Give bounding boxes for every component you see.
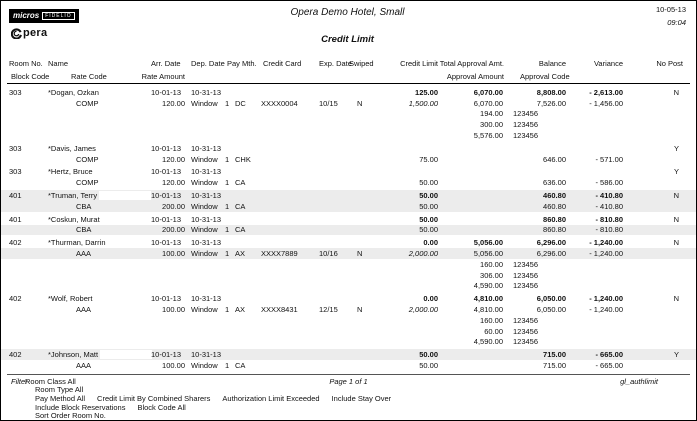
- approval-detail-line: [1, 326, 696, 337]
- header-rule: [7, 83, 690, 84]
- cell-combo: 123456: [513, 131, 539, 141]
- guest-record: [1, 237, 696, 291]
- approval-detail-line: [1, 259, 696, 270]
- guest-line: [1, 293, 696, 304]
- cell-combo: 6,050.00: [536, 305, 566, 315]
- approval-detail-line: [1, 119, 696, 130]
- cell-aa: 5,576.00: [473, 131, 503, 141]
- cell-d2: Window: [191, 305, 218, 315]
- guest-record: [1, 349, 696, 371]
- cell-d1: 10-01-13: [151, 167, 182, 177]
- cell-aa: 4,810.00: [473, 305, 503, 315]
- guest-line: [1, 143, 696, 154]
- cell-d1: 10-01-13: [151, 87, 182, 97]
- cell-pay: DC: [235, 98, 246, 108]
- cell-exp: 10/15: [319, 98, 338, 108]
- cell-d1: 10-01-13: [151, 350, 182, 360]
- col-credit-card: Credit Card: [263, 59, 302, 68]
- cell-d2: Window: [191, 154, 218, 164]
- cell-combo: 860.80: [543, 214, 566, 224]
- col-balance: Balance: [538, 59, 566, 68]
- cell-d2: 10-31-13: [191, 143, 222, 153]
- cell-combo: 123456: [513, 315, 539, 325]
- approval-detail-line: [1, 337, 696, 348]
- cell-vr: - 1,456.00: [589, 98, 623, 108]
- cell-d2: Window: [191, 361, 218, 371]
- cell-d1: 10-01-13: [151, 238, 182, 248]
- guest-line: [1, 190, 696, 201]
- guest-record: [1, 190, 696, 212]
- cell-combo: 8,808.00: [536, 87, 566, 97]
- guest-record: [1, 293, 696, 347]
- cell-d1: 200.00: [162, 201, 185, 211]
- cell-aa: 4,590.00: [473, 281, 503, 291]
- col-rate-code: Rate Code: [71, 72, 107, 81]
- cell-name: CBA: [76, 201, 92, 211]
- cell-vr: - 1,240.00: [589, 249, 623, 259]
- cell-d1: 10-01-13: [151, 294, 182, 304]
- approval-detail-line: [1, 130, 696, 141]
- cell-name: *Johnson, Matt: [46, 350, 149, 360]
- cell-room: 303: [9, 143, 22, 153]
- cell-d2: 10-31-13: [191, 294, 222, 304]
- cell-n1: 1: [225, 361, 230, 371]
- col-swiped: Swiped: [349, 59, 374, 68]
- guest-line: [1, 349, 696, 360]
- cell-vr: - 410.80: [595, 201, 623, 211]
- cell-d2: 10-31-13: [191, 191, 222, 201]
- cell-pay: CHK: [235, 154, 251, 164]
- cell-combo: 123456: [513, 337, 539, 347]
- cell-combo: 6,050.00: [536, 294, 566, 304]
- cell-combo: 123456: [513, 270, 539, 280]
- header-row-1: [1, 55, 696, 68]
- cell-d1: 100.00: [162, 305, 185, 315]
- col-variance: Variance: [593, 59, 623, 68]
- filter-include-block: Include Block Reservations: [35, 402, 126, 412]
- rate-line: [1, 225, 696, 236]
- cell-np: N: [673, 294, 679, 304]
- cell-aa: 60.00: [484, 326, 503, 336]
- cell-d2: Window: [191, 225, 218, 235]
- cell-name: *Coskun, Murat: [48, 214, 100, 224]
- cell-cl: 50.00: [419, 361, 438, 371]
- cell-np: N: [673, 87, 679, 97]
- filter-pay-method: Pay Method All: [35, 393, 86, 403]
- table-header: [1, 55, 696, 84]
- filter-combined-sharers: Credit Limit By Combined Sharers: [97, 393, 211, 403]
- cell-d1: 200.00: [162, 225, 185, 235]
- opera-logo-text: pera: [23, 27, 48, 39]
- footer-line-4: [1, 403, 696, 412]
- footer-line-2: [1, 386, 696, 395]
- opera-swirl-icon: [11, 28, 22, 39]
- approval-detail-line: [1, 270, 696, 281]
- cell-combo: 123456: [513, 326, 539, 336]
- cell-d2: Window: [191, 98, 218, 108]
- cell-combo: 7,526.00: [536, 98, 566, 108]
- cell-combo: 123456: [513, 120, 539, 130]
- report-title: Credit Limit: [321, 34, 374, 45]
- report-footer: [1, 377, 696, 420]
- cell-aa: 4,810.00: [473, 294, 503, 304]
- col-arr-date: Arr. Date: [151, 59, 181, 68]
- rate-line: [1, 98, 696, 109]
- cell-cl: 50.00: [419, 225, 438, 235]
- col-exp-date: Exp. Date: [319, 59, 352, 68]
- filter-sort-order: Sort Order Room No.: [35, 411, 106, 421]
- cell-vr: - 665.00: [595, 361, 623, 371]
- report-date: 10-05-13: [655, 5, 686, 14]
- cell-room: 401: [9, 191, 22, 201]
- title-block: [159, 5, 536, 49]
- cell-d1: 100.00: [162, 361, 185, 371]
- footer-line-3: [1, 394, 696, 403]
- rate-line: [1, 154, 696, 165]
- cell-card: XXXX7889: [261, 249, 298, 259]
- col-block-code: Block Code: [11, 72, 50, 81]
- cell-d2: 10-31-13: [191, 350, 222, 360]
- cell-aa: 306.00: [480, 270, 503, 280]
- cell-combo: 715.00: [543, 350, 566, 360]
- footer-separator: [7, 374, 690, 375]
- cell-name: *Hertz, Bruce: [48, 167, 93, 177]
- cell-pay: CA: [235, 361, 246, 371]
- cell-d2: 10-31-13: [191, 87, 222, 97]
- cell-pay: AX: [235, 249, 246, 259]
- cell-n1: 1: [225, 178, 230, 188]
- cell-d1: 10-01-13: [151, 191, 182, 201]
- cell-sw: N: [357, 249, 363, 259]
- redaction-mask: [99, 191, 151, 200]
- col-approval-amount: Approval Amount: [446, 72, 504, 81]
- cell-np: Y: [673, 350, 679, 360]
- filter-stay-over: Include Stay Over: [331, 393, 392, 403]
- cell-aa: 300.00: [480, 120, 503, 130]
- cell-name: AAA: [76, 249, 92, 259]
- cell-name: COMP: [76, 154, 99, 164]
- cell-d2: 10-31-13: [191, 214, 222, 224]
- guest-line: [1, 237, 696, 248]
- hotel-name: Opera Demo Hotel, Small: [290, 7, 405, 18]
- filter-block-code: Block Code All: [137, 402, 186, 412]
- cell-sw: N: [357, 305, 363, 315]
- cell-d2: 10-31-13: [191, 238, 222, 248]
- cell-pay: CA: [235, 225, 246, 235]
- cell-room: 402: [9, 238, 22, 248]
- cell-d1: 120.00: [162, 98, 185, 108]
- cell-vr: - 1,240.00: [589, 305, 623, 315]
- cell-combo: 6,296.00: [536, 249, 566, 259]
- cell-cl: 0.00: [423, 294, 438, 304]
- guest-record: [1, 167, 696, 189]
- cell-combo: 123456: [513, 281, 539, 291]
- cell-combo: 460.80: [543, 191, 566, 201]
- cell-combo: 715.00: [543, 361, 566, 371]
- cell-room: 402: [9, 294, 22, 304]
- cell-room: 401: [9, 214, 22, 224]
- approval-detail-line: [1, 315, 696, 326]
- cell-aa: 4,590.00: [473, 337, 503, 347]
- cell-vr: - 1,240.00: [589, 294, 623, 304]
- report-id: gl_authlimit: [620, 376, 658, 386]
- cell-cl: 50.00: [419, 214, 438, 224]
- footer-line-1: [1, 377, 696, 386]
- rate-line: [1, 201, 696, 212]
- filter-room-type: Room Type All: [35, 385, 84, 395]
- report-body: [1, 87, 696, 371]
- header-row-2: [1, 68, 696, 81]
- cell-vr: - 665.00: [595, 350, 623, 360]
- filter-auth-exceeded: Authorization Limit Exceeded: [222, 393, 320, 403]
- cell-exp: 12/15: [319, 305, 338, 315]
- cell-vr: - 810.80: [595, 214, 623, 224]
- cell-room: 303: [9, 87, 22, 97]
- cell-pay: CA: [235, 178, 246, 188]
- cell-combo: 123456: [513, 259, 539, 269]
- cell-cl: 0.00: [423, 238, 438, 248]
- cell-d2: Window: [191, 178, 218, 188]
- cell-name: *Dogan, Ozkan: [48, 87, 99, 97]
- cell-cl: 50.00: [419, 178, 438, 188]
- cell-n1: 1: [225, 98, 230, 108]
- guest-line: [1, 87, 696, 98]
- col-total-approval: Total Approval Amt.: [439, 59, 504, 68]
- cell-room: 402: [9, 350, 22, 360]
- redaction-mask: [100, 350, 152, 359]
- cell-combo: 460.80: [543, 201, 566, 211]
- cell-d1: 100.00: [162, 249, 185, 259]
- cell-d1: 120.00: [162, 178, 185, 188]
- cell-name: CBA: [76, 225, 92, 235]
- cell-n1: 1: [225, 201, 230, 211]
- cell-card: XXXX0004: [261, 98, 298, 108]
- filter-label: Filter: [11, 376, 28, 386]
- cell-vr: - 586.00: [595, 178, 623, 188]
- cell-np: N: [673, 191, 679, 201]
- cell-name: *Wolf, Robert: [48, 294, 93, 304]
- cell-cl: 2,000.00: [408, 249, 438, 259]
- cell-d1: 10-01-13: [151, 214, 182, 224]
- cell-card: XXXX8431: [261, 305, 298, 315]
- page-indicator: Page 1 of 1: [329, 376, 368, 386]
- cell-aa: 5,056.00: [473, 249, 503, 259]
- guest-line: [1, 167, 696, 178]
- report-header: [1, 1, 696, 49]
- cell-name: *Truman, Terry: [46, 191, 149, 201]
- cell-vr: - 2,613.00: [589, 87, 623, 97]
- cell-exp: 10/16: [319, 249, 338, 259]
- cell-cl: 1,500.00: [408, 98, 438, 108]
- cell-name: COMP: [76, 178, 99, 188]
- guest-line: [1, 214, 696, 225]
- report-time: 09:04: [667, 18, 686, 27]
- cell-vr: - 410.80: [595, 191, 623, 201]
- rate-line: [1, 360, 696, 371]
- cell-np: Y: [673, 167, 679, 177]
- col-approval-code: Approval Code: [520, 72, 570, 81]
- cell-d1: 10-01-13: [151, 143, 182, 153]
- cell-cl: 50.00: [419, 350, 438, 360]
- cell-np: N: [673, 214, 679, 224]
- cell-name: AAA: [76, 305, 92, 315]
- micros-logo-text: micros: [13, 11, 40, 20]
- cell-name: *Davis, James: [48, 143, 96, 153]
- col-name: Name: [48, 59, 69, 68]
- cell-cl: 2,000.00: [408, 305, 438, 315]
- col-room-no: Room No.: [9, 59, 43, 68]
- fidelio-logo-text: FIDELIO: [42, 12, 74, 20]
- rate-line: [1, 177, 696, 188]
- col-no-post: No Post: [656, 59, 683, 68]
- approval-detail-line: [1, 109, 696, 120]
- col-pay-mth: Pay Mth.: [227, 59, 257, 68]
- cell-aa: 160.00: [480, 315, 503, 325]
- cell-aa: 5,056.00: [473, 238, 503, 248]
- cell-pay: AX: [235, 305, 246, 315]
- cell-combo: 646.00: [543, 154, 566, 164]
- cell-aa: 194.00: [480, 109, 503, 119]
- cell-cl: 50.00: [419, 201, 438, 211]
- cell-d2: Window: [191, 249, 218, 259]
- approval-detail-line: [1, 281, 696, 292]
- cell-room: 303: [9, 167, 22, 177]
- cell-aa: 6,070.00: [473, 87, 503, 97]
- cell-vr: - 571.00: [595, 154, 623, 164]
- guest-record: [1, 143, 696, 165]
- col-rate-amount: Rate Amount: [141, 72, 185, 81]
- cell-combo: 6,296.00: [536, 238, 566, 248]
- cell-d2: 10-31-13: [191, 167, 222, 177]
- rate-line: [1, 304, 696, 315]
- logo-zone: [9, 5, 159, 49]
- cell-name: AAA: [76, 361, 92, 371]
- cell-d2: Window: [191, 201, 218, 211]
- footer-line-5: [1, 411, 696, 420]
- cell-np: N: [673, 238, 679, 248]
- cell-vr: - 1,240.00: [589, 238, 623, 248]
- cell-np: Y: [673, 143, 679, 153]
- cell-cl: 50.00: [419, 191, 438, 201]
- cell-vr: - 810.80: [595, 225, 623, 235]
- cell-pay: CA: [235, 201, 246, 211]
- cell-n1: 1: [225, 225, 230, 235]
- opera-logo: [11, 27, 159, 39]
- filter-room-class: Room Class All: [25, 376, 76, 386]
- cell-name: COMP: [76, 98, 99, 108]
- cell-name: *Thurman, Darrin: [46, 238, 149, 248]
- cell-sw: N: [357, 98, 363, 108]
- cell-d1: 120.00: [162, 154, 185, 164]
- cell-combo: 123456: [513, 109, 539, 119]
- cell-combo: 636.00: [543, 178, 566, 188]
- micros-fidelio-logo: [9, 9, 79, 23]
- cell-aa: 160.00: [480, 259, 503, 269]
- cell-combo: 860.80: [543, 225, 566, 235]
- cell-n1: 1: [225, 154, 230, 164]
- date-block: [536, 5, 688, 49]
- guest-record: [1, 214, 696, 236]
- cell-n1: 1: [225, 305, 230, 315]
- cell-cl: 125.00: [415, 87, 438, 97]
- col-credit-limit: Credit Limit: [400, 59, 438, 68]
- col-dep-date: Dep. Date: [191, 59, 225, 68]
- guest-record: [1, 87, 696, 141]
- rate-line: [1, 248, 696, 259]
- cell-aa: 6,070.00: [473, 98, 503, 108]
- cell-cl: 75.00: [419, 154, 438, 164]
- cell-n1: 1: [225, 249, 230, 259]
